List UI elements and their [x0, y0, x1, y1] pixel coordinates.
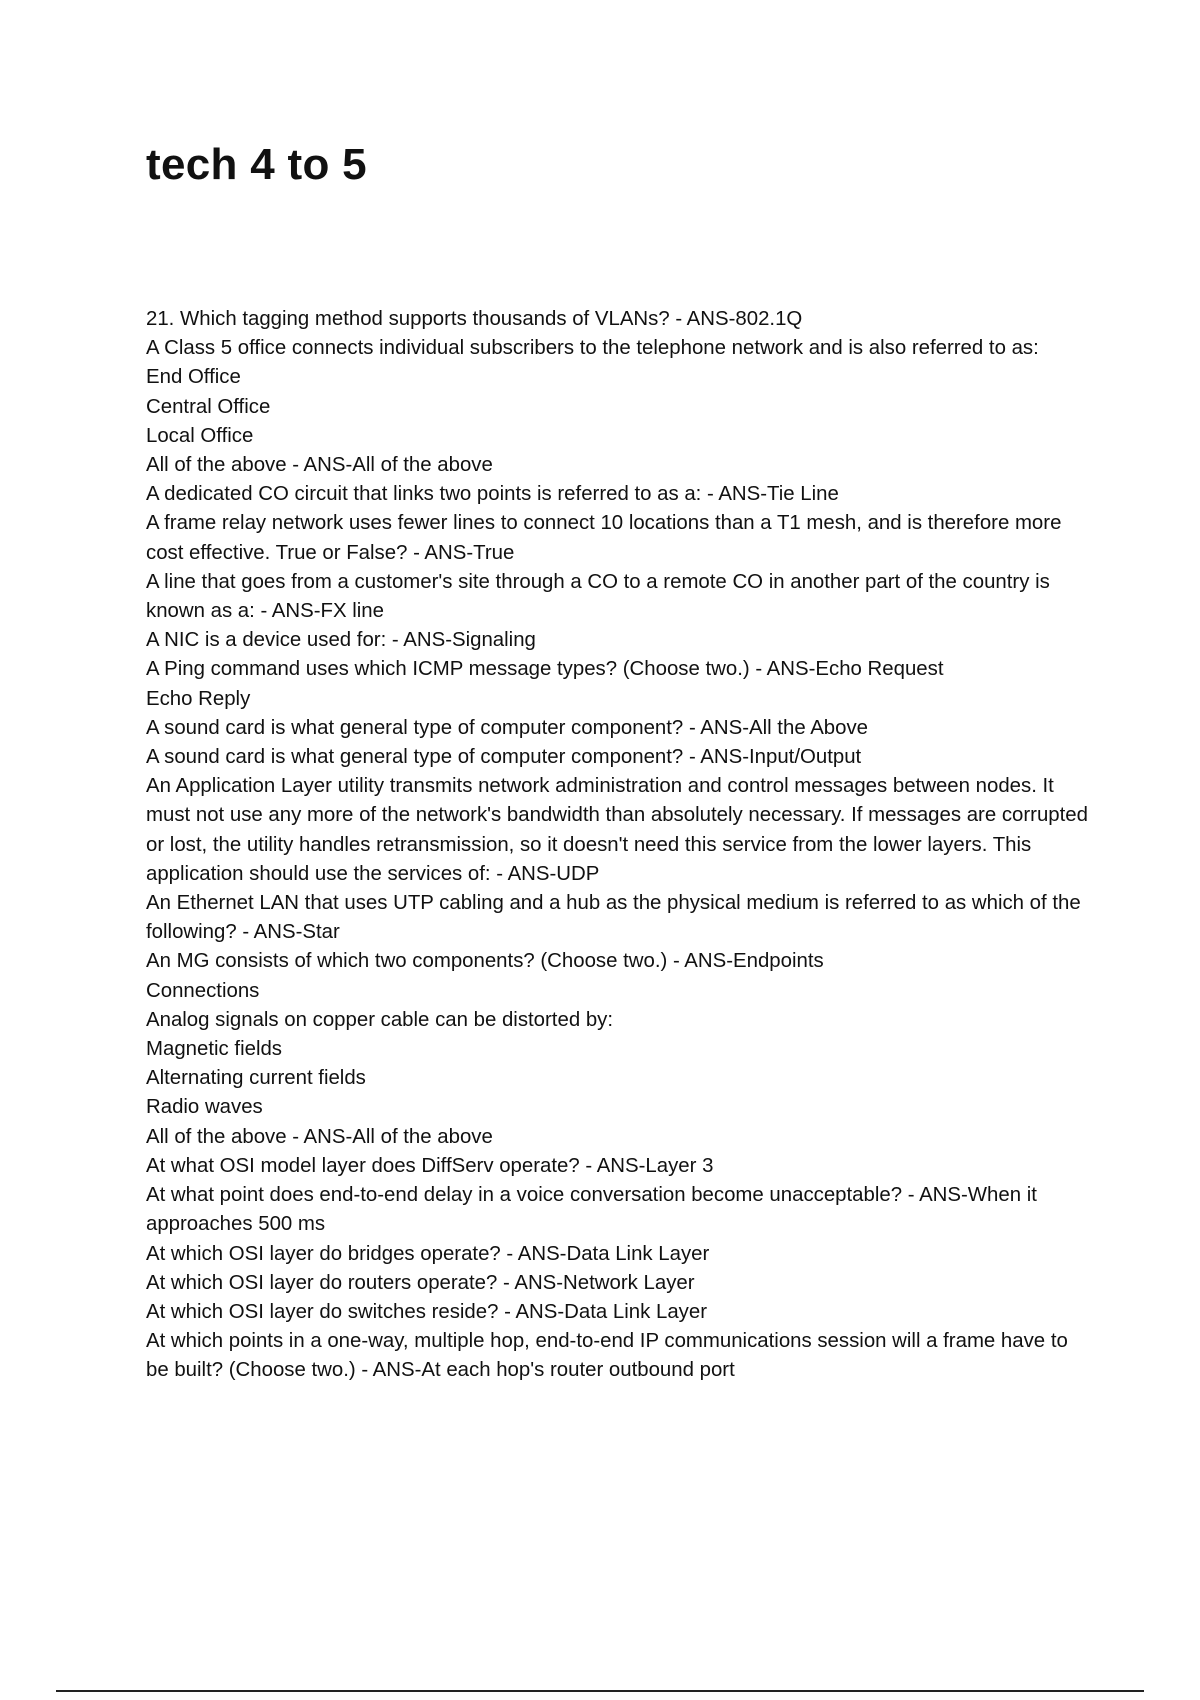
text-line: An Application Layer utility transmits network administration and control messages between nodes. It must not use any more of the network's bandwidth than absolutely necessary. If messages are corrupted or lost, the utility handles retransmission, so it doesn't need this service from the lower layers. This application should use the services of: - ANS-UDP: [146, 775, 1088, 885]
text-line: At which OSI layer do routers operate? - ANS-Network Layer: [146, 1271, 695, 1294]
text-line: At which OSI layer do switches reside? - ANS-Data Link Layer: [146, 1300, 707, 1323]
page-title: tech 4 to 5: [146, 140, 367, 189]
text-line: A dedicated CO circuit that links two points is referred to as a: - ANS-Tie Line: [146, 483, 839, 506]
text-line: At what OSI model layer does DiffServ operate? - ANS-Layer 3: [146, 1154, 714, 1177]
text-line: A frame relay network uses fewer lines to connect 10 locations than a T1 mesh, and is therefore more cost effective. True or False? - ANS-True: [146, 512, 1062, 564]
text-line: Magnetic fields: [146, 1038, 283, 1061]
text-line: An Ethernet LAN that uses UTP cabling and a hub as the physical medium is referred to as which of the following? - ANS-Star: [146, 892, 1081, 944]
text-line: At which points in a one-way, multiple hop, end-to-end IP communications session will a frame have to be built? (Choose two.) - ANS-At each hop's router outbound port: [146, 1330, 1068, 1382]
footer-divider: [56, 1690, 1144, 1692]
document-body: [146, 305, 1096, 1386]
text-line: Echo Reply: [146, 687, 251, 710]
text-line: A sound card is what general type of computer component? - ANS-Input/Output: [146, 746, 862, 769]
text-line: Local Office: [146, 424, 254, 447]
text-line: A Ping command uses which ICMP message types? (Choose two.) - ANS-Echo Request: [146, 658, 944, 681]
text-line: At which OSI layer do bridges operate? - ANS-Data Link Layer: [146, 1242, 710, 1265]
text-line: An MG consists of which two components? (Choose two.) - ANS-Endpoints: [146, 950, 824, 973]
text-line: Alternating current fields: [146, 1067, 366, 1090]
text-line: End Office: [146, 366, 241, 389]
text-line: Analog signals on copper cable can be distorted by:: [146, 1008, 614, 1031]
text-line: Connections: [146, 979, 260, 1002]
text-line: A sound card is what general type of computer component? - ANS-All the Above: [146, 716, 869, 739]
text-line: A Class 5 office connects individual subscribers to the telephone network and is also referred to as:: [146, 337, 1039, 360]
text-line: All of the above - ANS-All of the above: [146, 454, 493, 477]
text-line: A line that goes from a customer's site through a CO to a remote CO in another part of the country is known as a: - ANS-FX line: [146, 570, 1050, 623]
text-line: At what point does end-to-end delay in a voice conversation become unacceptable? - ANS-When it approaches 500 ms: [146, 1184, 1037, 1236]
text-line: A NIC is a device used for: - ANS-Signaling: [146, 629, 536, 652]
text-line: All of the above - ANS-All of the above: [146, 1125, 493, 1148]
text-line: Radio waves: [146, 1096, 263, 1119]
text-line: 21. Which tagging method supports thousands of VLANs? - ANS-802.1Q: [146, 308, 803, 330]
text-line: Central Office: [146, 395, 271, 418]
